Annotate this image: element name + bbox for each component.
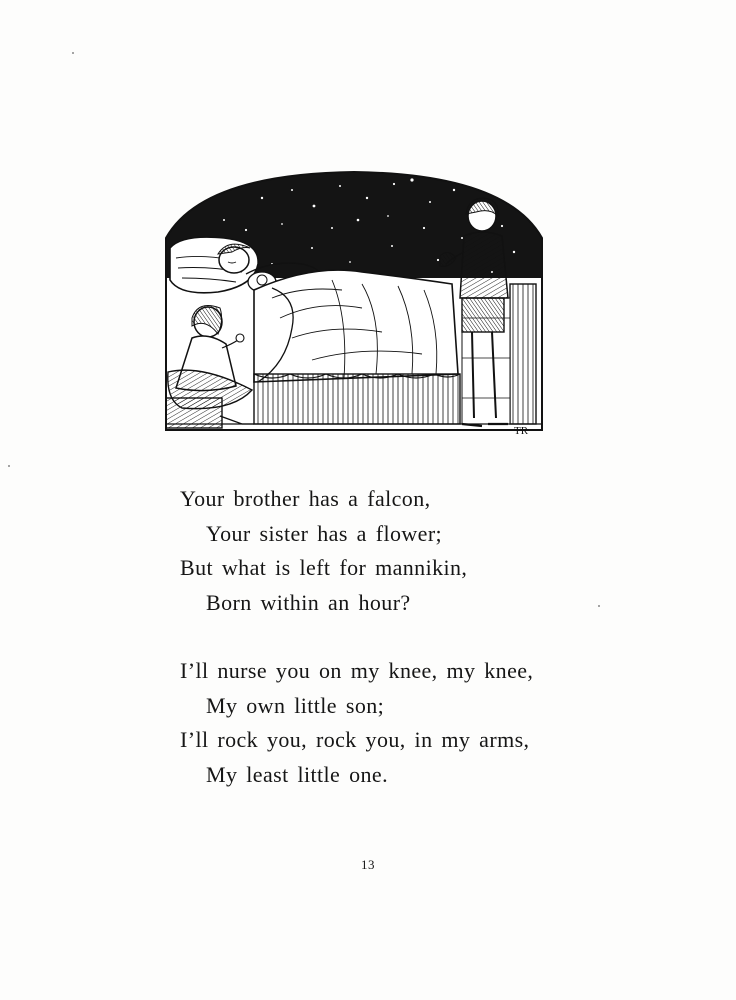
flower-icon [236,334,244,342]
poem-line: Your brother has a falcon, [180,486,431,511]
poem-line: My least little one. [206,761,388,787]
poem-line: My own little son; [206,692,385,718]
poem-line: I’ll nurse you on my knee, my knee, [180,658,534,683]
paper-speck [8,465,10,467]
poem-line: I’ll rock you, rock you, in my arms, [180,727,530,752]
bedroom-scene-illustration [162,168,546,438]
poem [180,482,600,792]
poem-line: Born within an hour? [206,589,411,615]
artist-monogram: TR [514,425,529,437]
poem-line: Your sister has a flower; [206,520,443,546]
poem-line: But what is left for mannikin, [180,555,468,580]
paper-speck [72,52,74,54]
stanza-2 [180,654,600,792]
page-number: 13 [361,857,375,872]
stanza-1 [180,482,600,620]
